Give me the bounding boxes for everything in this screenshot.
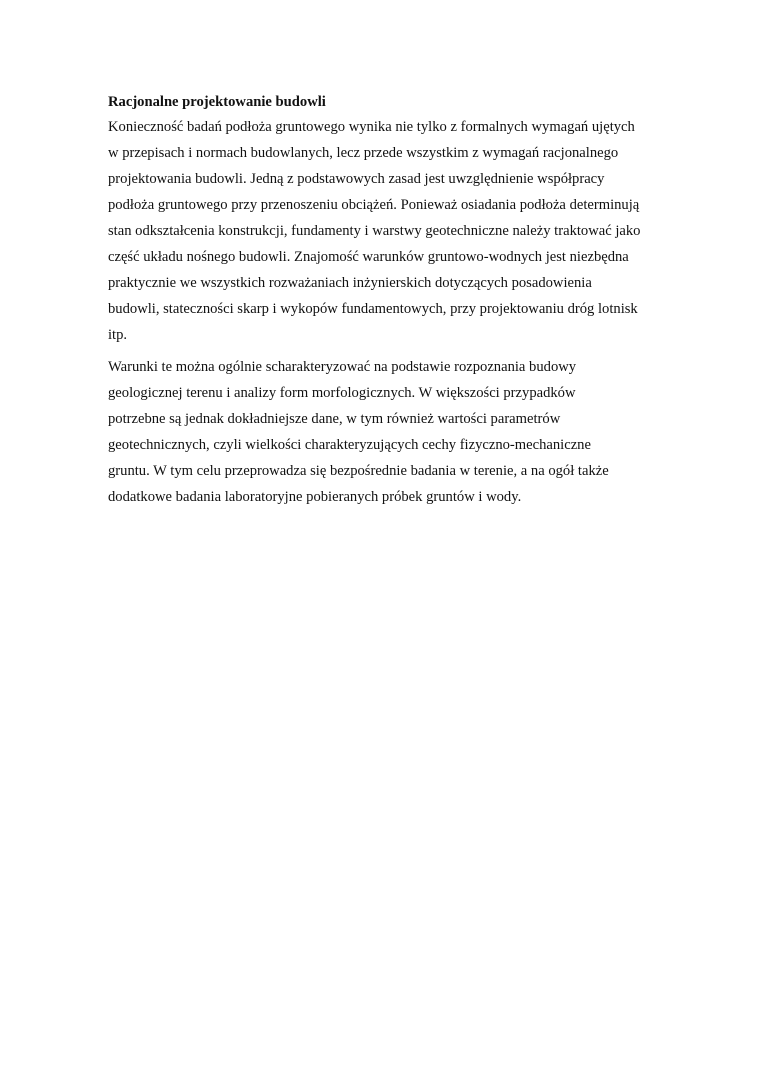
text-line: Warunki te można ogólnie scharakteryzować na podstawie rozpoznania budowy bbox=[108, 359, 577, 375]
document-body bbox=[108, 90, 668, 510]
text-line: geologicznej terenu i analizy form morfologicznych. W większości przypadków bbox=[108, 385, 576, 401]
text-line: podłoża gruntowego przy przenoszeniu obciążeń. Ponieważ osiadania podłoża determinują bbox=[108, 197, 640, 213]
text-line: w przepisach i normach budowlanych, lecz przede wszystkim z wymagań racjonalnego bbox=[108, 145, 619, 161]
text-line: gruntu. W tym celu przeprowadza się bezpośrednie badania w terenie, a na ogół także bbox=[108, 463, 609, 479]
paragraph-2 bbox=[108, 354, 668, 510]
text-line: budowli, stateczności skarp i wykopów fundamentowych, przy projektowaniu dróg lotnisk bbox=[108, 301, 638, 317]
text-line: geotechnicznych, czyli wielkości charakteryzujących cechy fizyczno-mechaniczne bbox=[108, 437, 591, 453]
text-line: itp. bbox=[108, 327, 128, 343]
text-line: stan odkształcenia konstrukcji, fundamenty i warstwy geotechniczne należy traktować jako bbox=[108, 223, 641, 239]
text-line: praktycznie we wszystkich rozważaniach inżynierskich dotyczących posadowienia bbox=[108, 275, 592, 291]
text-line: dodatkowe badania laboratoryjne pobieranych próbek gruntów i wody. bbox=[108, 489, 522, 505]
text-line: potrzebne są jednak dokładniejsze dane, w tym również wartości parametrów bbox=[108, 411, 561, 427]
paragraph-1 bbox=[108, 114, 668, 348]
document-title: Racjonalne projektowanie budowli bbox=[108, 94, 326, 110]
text-line: Konieczność badań podłoża gruntowego wynika nie tylko z formalnych wymagań ujętych bbox=[108, 119, 635, 135]
text-line: część układu nośnego budowli. Znajomość warunków gruntowo-wodnych jest niezbędna bbox=[108, 249, 629, 265]
text-line: projektowania budowli. Jedną z podstawowych zasad jest uwzględnienie współpracy bbox=[108, 171, 605, 187]
